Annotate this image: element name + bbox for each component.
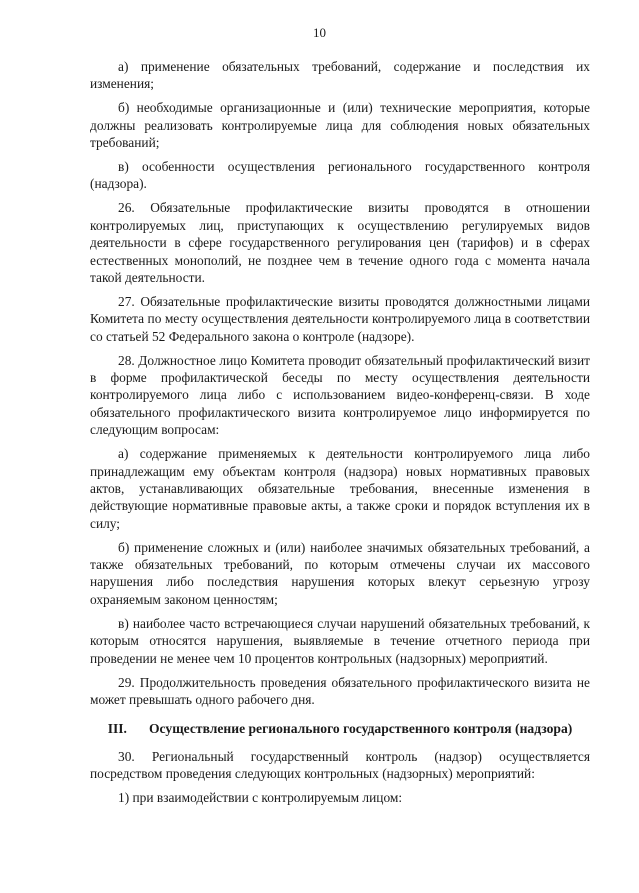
paragraph-28-b: б) применение сложных и (или) наиболее значимых обязательных требований, а также обязательных требований, по которым отмечены случаи их массового нарушения либо последствия нарушения которых влекут серьезную угрозу охраняемым законом ценностям;	[90, 539, 590, 607]
paragraph-b-measures: б) необходимые организационные и (или) технические мероприятия, которые должны реализовать контролируемые лица для соблюдения новых обязательных требований;	[90, 100, 590, 151]
document-body	[90, 58, 590, 806]
paragraph-a-requirements: а) применение обязательных требований, содержание и последствия их изменения;	[90, 59, 590, 92]
page-number: 10	[313, 25, 326, 40]
paragraph-28-a: а) содержание применяемых к деятельности контролируемого лица либо принадлежащим ему объектам контроля (надзора) новых нормативных правовых актов, устанавливающих обязательные требования, внесенные изменения в действующие нормативные правовые акты, а также сроки и порядок вступления их в силу;	[90, 446, 590, 531]
paragraph-30: 30. Региональный государственный контроль (надзор) осуществляется посредством проведения следующих контрольных (надзорных) мероприятий:	[90, 748, 590, 782]
paragraph-29: 29. Продолжительность проведения обязательного профилактического визита не может превышать одного рабочего дня.	[90, 674, 590, 707]
paragraph-28: 28. Должностное лицо Комитета проводит обязательный профилактический визит в форме профилактической беседы по месту осуществления деятельности контролируемого лица либо с использованием видео-конференц-связи. В ходе обязательного профилактического визита контролируемое лицо информируется по следующим вопросам:	[90, 352, 590, 438]
section-number: III.	[107, 721, 127, 737]
paragraph-c-features: в) особенности осуществления регионального государственного контроля (надзора).	[90, 159, 590, 192]
section-title: Осуществление регионального государственного контроля (надзора)	[148, 721, 573, 737]
paragraph-28-c: в) наиболее часто встречающиеся случаи нарушений обязательных требований, к которым относятся нарушения, выявляемые в течение отчетного периода при проведении не менее чем 10 процентов контрольных (надзорных) мероприятий.	[90, 615, 590, 666]
section-heading	[90, 720, 590, 737]
paragraph-30-item-1: 1) при взаимодействии с контролируемым лицом:	[118, 790, 403, 806]
paragraph-26: 26. Обязательные профилактические визиты проводятся в отношении контролируемых лиц, приступающих к осуществлению регулируемых видов деятельности в сфере государственного регулирования цен (тарифов) и в сферах естественных монополий, не позднее чем в течение одного года с момента начала такой деятельности.	[90, 200, 590, 285]
paragraph-27: 27. Обязательные профилактические визиты проводятся должностными лицами Комитета по месту осуществления деятельности контролируемого лица в соответствии со статьей 52 Федерального закона о контроле (надзоре).	[90, 293, 590, 344]
